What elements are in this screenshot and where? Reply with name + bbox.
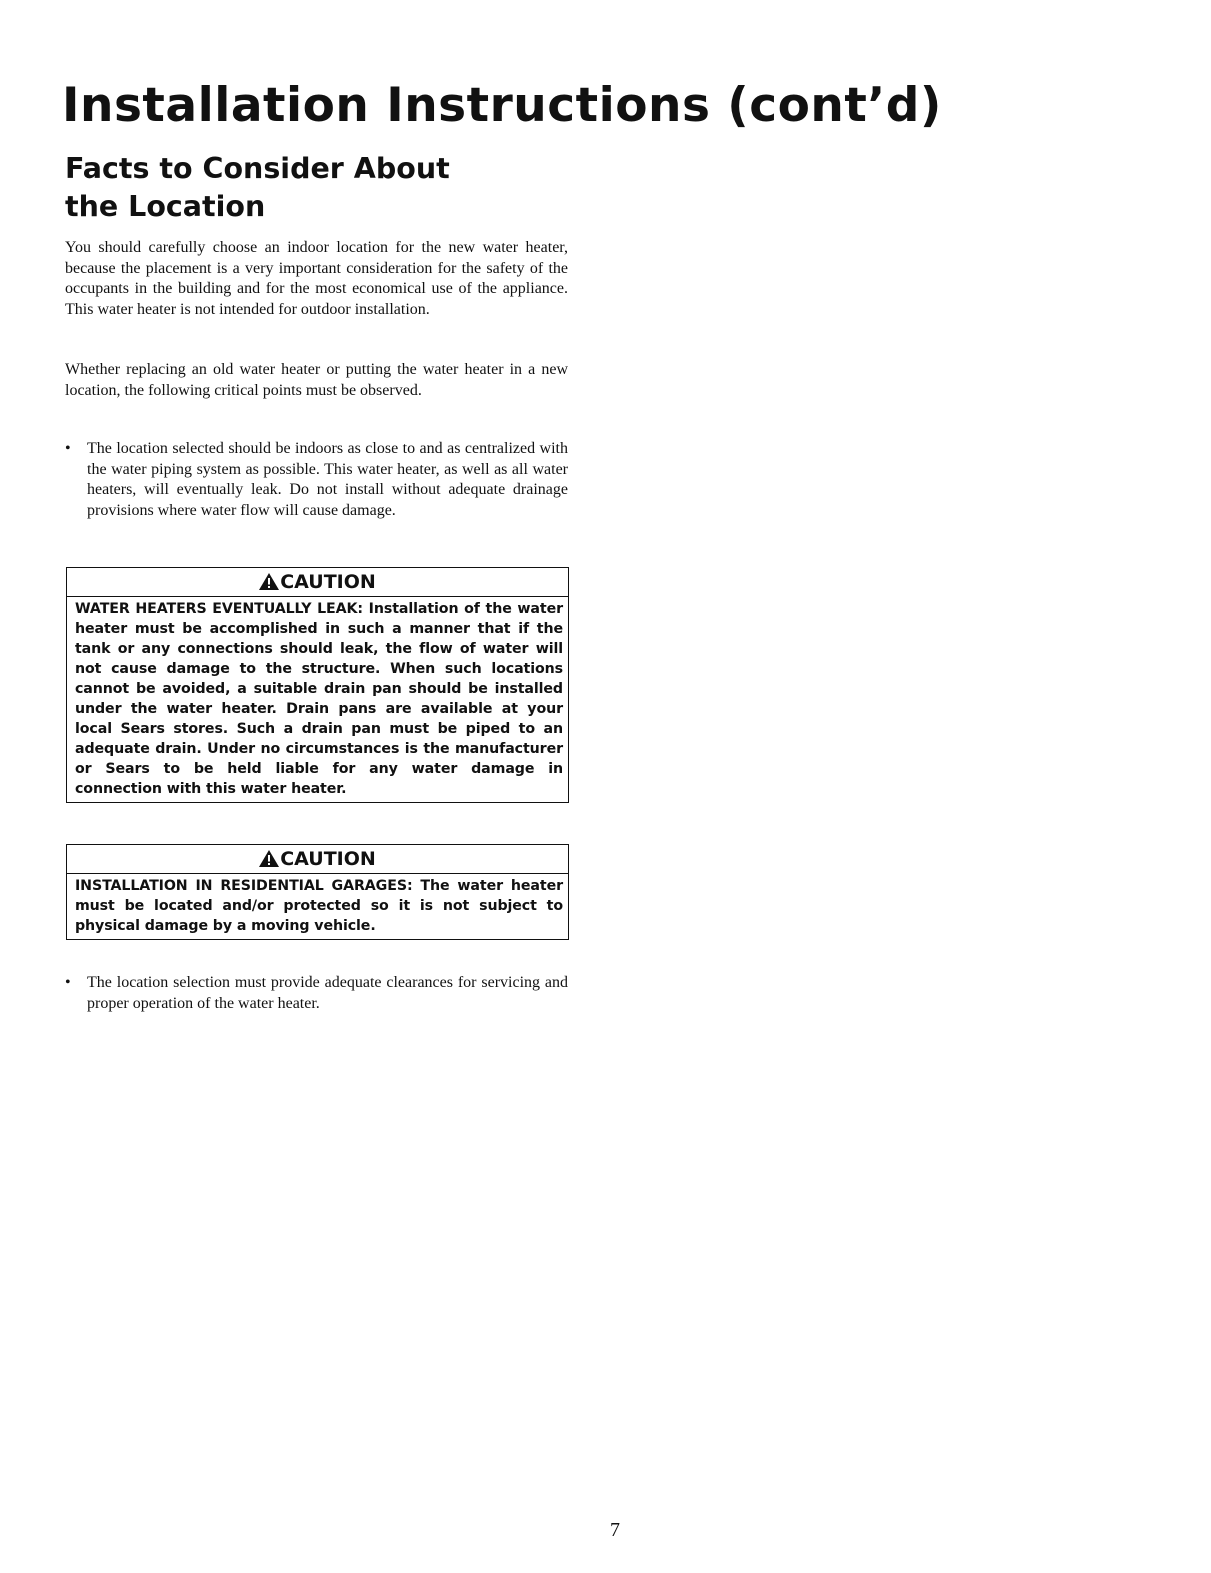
warning-triangle-icon	[259, 573, 279, 590]
replacement-paragraph: Whether replacing an old water heater or putting the water heater in a new location, the following critical points must be observed.	[65, 361, 568, 399]
bullet-text: The location selected should be indoors as close to and as centralized with the water piping system as possible. This water heater, as well as all water heaters, will eventually leak. Do not install without adequate drainage provisions where water flow will cause damage.	[87, 440, 568, 519]
section-heading-line-2: the Location	[65, 190, 266, 223]
caution-header	[67, 845, 568, 874]
intro-paragraph: You should carefully choose an indoor location for the new water heater, because the placement is a very important consideration for the safety of the occupants in the building and for the most economical use of the appliance. This water heater is not intended for outdoor installation.	[65, 239, 568, 318]
caution-label: CAUTION	[280, 848, 376, 870]
warning-triangle-icon	[259, 850, 279, 867]
caution-label: CAUTION	[280, 571, 376, 593]
section-heading	[65, 150, 450, 226]
page-number: 7	[610, 1519, 620, 1541]
bullet-item-clearances	[65, 973, 568, 1014]
bullet-icon: •	[65, 440, 71, 457]
caution-text: WATER HEATERS EVENTUALLY LEAK: Installation of the water heater must be accomplished in such a manner that if the tank or any connections should leak, the flow of water will not cause damage to the structure. When such locations cannot be avoided, a suitable drain pan should be installed under the water heater. Drain pans are available at your local Sears stores. Such a drain pan must be piped to an adequate drain. Under no circumstances is the manufacturer or Sears to be held liable for any water damage in connection with this water heater.	[75, 601, 563, 797]
caution-header	[67, 568, 568, 597]
bullet-item-location	[65, 439, 568, 521]
caution-box-garage	[66, 844, 569, 940]
section-heading-line-1: Facts to Consider About	[65, 152, 450, 185]
bullet-text: The location selection must provide adequate clearances for servicing and proper operation of the water heater.	[87, 974, 568, 1012]
caution-text: INSTALLATION IN RESIDENTIAL GARAGES: The water heater must be located and/or protected so it is not subject to physical damage by a moving vehicle.	[75, 878, 563, 934]
page-title: Installation Instructions (cont’d)	[62, 78, 942, 133]
bullet-icon: •	[65, 974, 71, 991]
caution-box-leak	[66, 567, 569, 803]
